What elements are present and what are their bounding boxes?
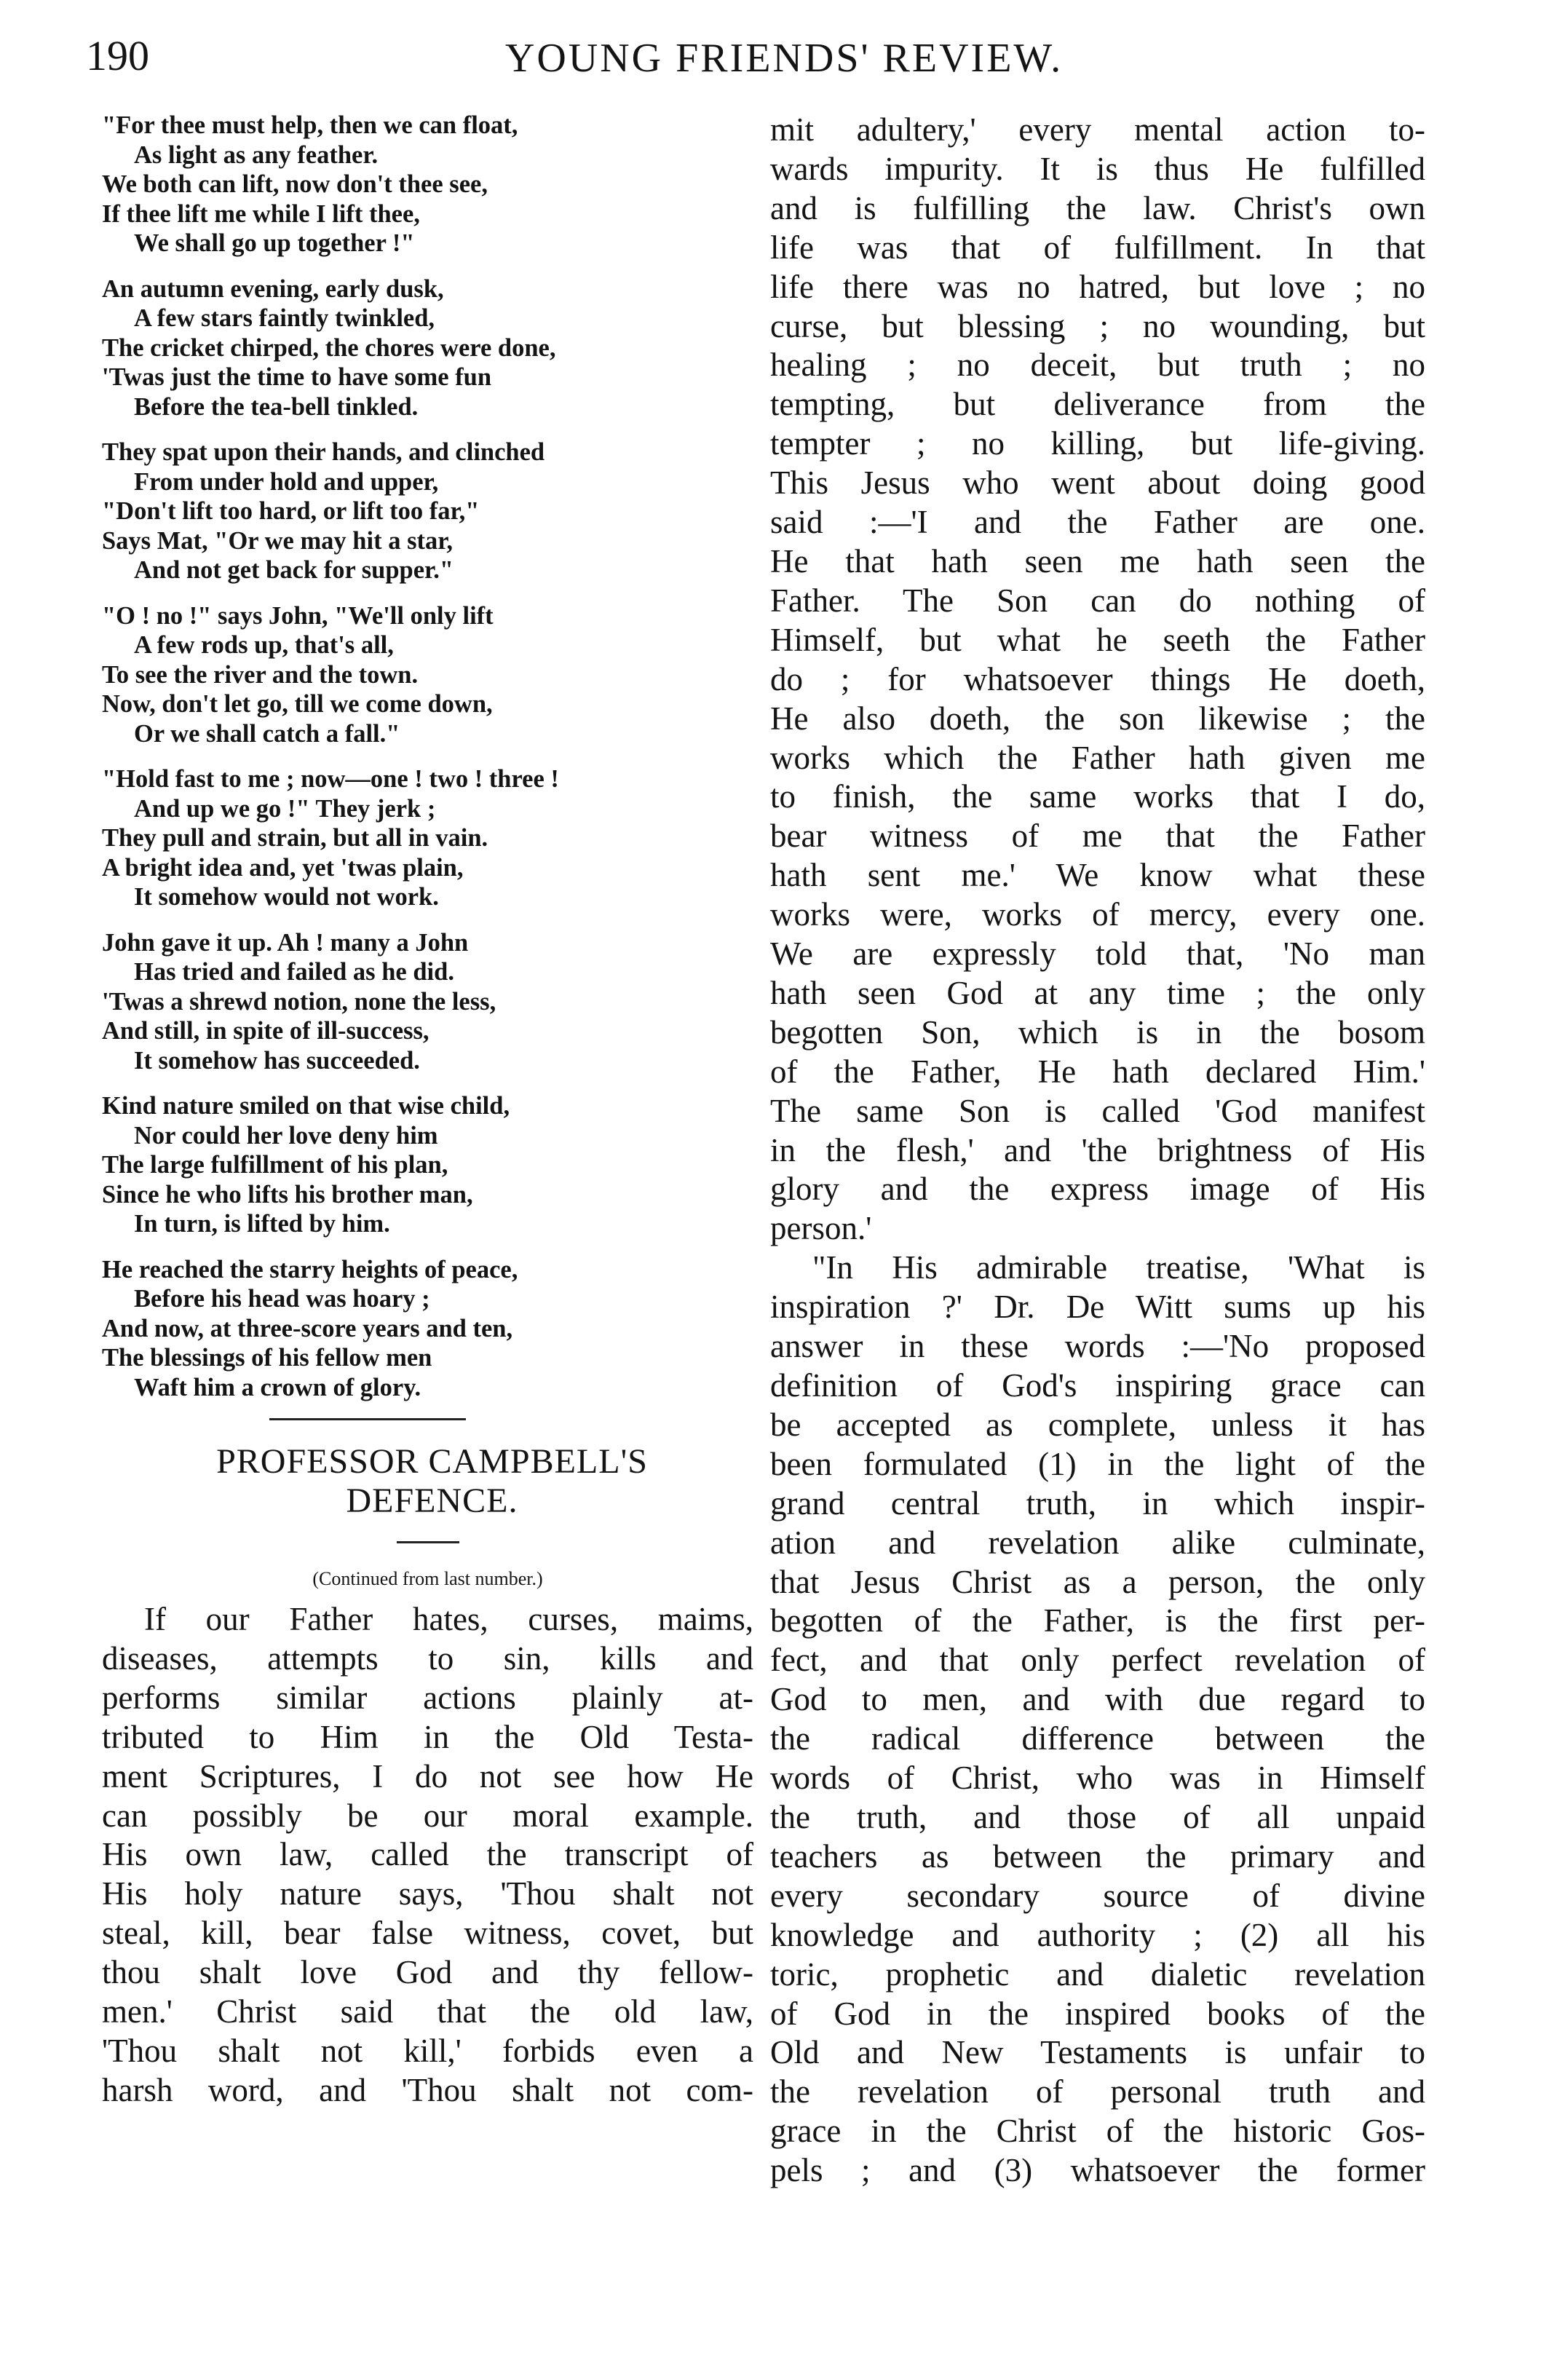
poem-line: "O ! no !" says John, "We'll only lift <box>102 601 494 630</box>
text-line: bear witness of me that the Father <box>770 818 1425 855</box>
text-line: grand central truth, in which inspir- <box>770 1484 1425 1522</box>
text-line: in the flesh,' and 'the brightness of His <box>770 1131 1425 1168</box>
poem-line: Kind nature smiled on that wise child, <box>102 1092 510 1120</box>
poem-line: Since he who lifts his brother man, <box>102 1180 473 1208</box>
text-line: Father. The Son can do nothing of <box>770 582 1425 619</box>
poem-line: A bright idea and, yet 'twas plain, <box>102 853 464 882</box>
poem-line: "For thee must help, then we can float, <box>102 111 518 139</box>
text-line: that Jesus Christ as a person, the only <box>770 1563 1425 1600</box>
poem-line: And up we go !" They jerk ; <box>134 794 436 823</box>
text-line: begotten of the Father, is the first per- <box>770 1602 1425 1639</box>
poem-line: Nor could her love deny him <box>134 1121 438 1150</box>
text-line: to finish, the same works that I do, <box>770 778 1425 815</box>
text-line: curse, but blessing ; no wounding, but <box>770 307 1425 344</box>
text-line: tributed to Him in the Old Testa- <box>102 1718 753 1755</box>
poem-line: Or we shall catch a fall." <box>134 719 400 748</box>
text-line: fect, and that only perfect revelation of <box>770 1642 1425 1679</box>
text-line: 'Thou shalt not kill,' forbids even a <box>102 2032 753 2069</box>
poem-line: As light as any feather. <box>134 141 379 169</box>
text-line: glory and the express image of His <box>770 1171 1425 1208</box>
poem-line: 'Twas a shrewd notion, none the less, <box>102 987 496 1016</box>
poem-stanza <box>102 274 753 422</box>
text-line: "In His admirable treatise, 'What is <box>812 1249 1425 1286</box>
text-line: life there was no hatred, but love ; no <box>770 268 1425 305</box>
continued-note: (Continued from last number.) <box>312 1568 543 1589</box>
poem-line: They spat upon their hands, and clinched <box>102 438 545 466</box>
text-line: definition of God's inspiring grace can <box>770 1367 1425 1404</box>
text-line: Himself, but what he seeth the Father <box>770 621 1425 658</box>
article-paragraph <box>770 1249 1425 2191</box>
text-line: words of Christ, who was in Himself <box>770 1760 1425 1797</box>
text-line: ment Scriptures, I do not see how He <box>102 1757 753 1795</box>
text-line: wards impurity. It is thus He fulfilled <box>770 150 1425 187</box>
poem-line: Waft him a crown of glory. <box>134 1373 421 1401</box>
poem-stanza <box>102 601 753 749</box>
poem-line: And still, in spite of ill-success, <box>102 1017 429 1045</box>
article-title-line: PROFESSOR CAMPBELL'S <box>216 1442 648 1481</box>
text-line: the truth, and those of all unpaid <box>770 1798 1425 1835</box>
title-rule <box>397 1541 459 1543</box>
poem-line: Before the tea-bell tinkled. <box>134 392 419 421</box>
text-line: the revelation of personal truth and <box>770 2073 1425 2110</box>
poem-line: He reached the starry heights of peace, <box>102 1255 518 1283</box>
text-line: life was that of fulfillment. In that <box>770 229 1425 266</box>
text-line: answer in these words :—'No proposed <box>770 1328 1425 1365</box>
page-number: 190 <box>86 32 149 79</box>
poem-line: The cricket chirped, the chores were done, <box>102 333 556 362</box>
poem-line: And not get back for supper." <box>134 556 454 584</box>
text-line: tempting, but deliverance from the <box>770 386 1425 423</box>
poem-line: A few stars faintly twinkled, <box>134 304 435 332</box>
poem-line: Now, don't let go, till we come down, <box>102 690 493 718</box>
poem <box>102 111 753 1402</box>
text-line: hath seen God at any time ; the only <box>770 974 1425 1011</box>
poem-stanza <box>102 928 753 1076</box>
text-line: every secondary source of divine <box>770 1877 1425 1914</box>
poem-line: If thee lift me while I lift thee, <box>102 199 420 228</box>
text-line: thou shalt love God and thy fellow- <box>102 1954 753 1991</box>
poem-line: An autumn evening, early dusk, <box>102 274 444 303</box>
text-line: and is fulfilling the law. Christ's own <box>770 189 1425 226</box>
text-line: tempter ; no killing, but life-giving. <box>770 425 1425 462</box>
poem-line: Before his head was hoary ; <box>134 1285 430 1313</box>
poem-line: The large fulfillment of his plan, <box>102 1151 448 1179</box>
poem-line: John gave it up. Ah ! many a John <box>102 928 469 957</box>
poem-line: Says Mat, "Or we may hit a star, <box>102 526 454 555</box>
poem-line: It somehow would not work. <box>134 883 439 911</box>
article-paragraph <box>770 111 1425 1249</box>
poem-line: A few rods up, that's all, <box>134 631 394 659</box>
article-title-line: DEFENCE. <box>346 1481 518 1520</box>
poem-line: It somehow has succeeded. <box>134 1046 420 1075</box>
text-line: the radical difference between the <box>770 1720 1425 1757</box>
poem-line: In turn, is lifted by him. <box>134 1210 390 1238</box>
poem-line: "Don't lift too hard, or lift too far," <box>102 497 480 525</box>
text-line: grace in the Christ of the historic Gos- <box>770 2113 1425 2150</box>
poem-end-rule <box>269 1418 466 1420</box>
text-line: This Jesus who went about doing good <box>770 464 1425 502</box>
text-line: teachers as between the primary and <box>770 1837 1425 1875</box>
article-title <box>111 1442 753 1521</box>
poem-line: "Hold fast to me ; now—one ! two ! three ! <box>102 765 559 793</box>
text-line: said :—'I and the Father are one. <box>770 504 1425 541</box>
text-line: begotten Son, which is in the bosom <box>770 1013 1425 1051</box>
poem-line: We shall go up together !" <box>134 229 415 257</box>
text-line: His own law, called the transcript of <box>102 1836 753 1873</box>
text-line: of God in the inspired books of the <box>770 1995 1425 2032</box>
text-line: pels ; and (3) whatsoever the former <box>770 2152 1425 2189</box>
text-line: hath sent me.' We know what these <box>770 857 1425 894</box>
text-line: mit adultery,' every mental action to- <box>770 111 1425 148</box>
text-line: We are expressly told that, 'No man <box>770 935 1425 973</box>
text-line: be accepted as complete, unless it has <box>770 1406 1425 1443</box>
text-line: person.' <box>770 1210 872 1247</box>
text-line: been formulated (1) in the light of the <box>770 1445 1425 1482</box>
text-line: works which the Father hath given me <box>770 739 1425 776</box>
text-line: men.' Christ said that the old law, <box>102 1993 753 2030</box>
poem-line: To see the river and the town. <box>102 660 419 689</box>
article-paragraph <box>102 1600 753 2110</box>
text-line: ation and revelation alike culminate, <box>770 1524 1425 1561</box>
poem-line: 'Twas just the time to have some fun <box>102 363 492 391</box>
text-line: harsh word, and 'Thou shalt not com- <box>102 2071 753 2108</box>
poem-line: We both can lift, now don't thee see, <box>102 170 488 198</box>
text-line: The same Son is called 'God manifest <box>770 1092 1425 1129</box>
poem-line: And now, at three-score years and ten, <box>102 1314 513 1342</box>
text-line: of the Father, He hath declared Him.' <box>770 1053 1425 1090</box>
poem-line: The blessings of his fellow men <box>102 1344 432 1372</box>
text-line: inspiration ?' Dr. De Witt sums up his <box>770 1289 1425 1326</box>
text-line: performs similar actions plainly at- <box>102 1679 753 1716</box>
text-line: knowledge and authority ; (2) all his <box>770 1916 1425 1953</box>
right-column <box>770 111 1425 2191</box>
poem-line: Has tried and failed as he did. <box>134 958 454 986</box>
text-line: Old and New Testaments is unfair to <box>770 2034 1425 2071</box>
poem-line: They pull and strain, but all in vain. <box>102 824 488 852</box>
text-line: works were, works of mercy, every one. <box>770 896 1425 933</box>
text-line: do ; for whatsoever things He doeth, <box>770 660 1425 697</box>
text-line: If our Father hates, curses, maims, <box>144 1601 753 1637</box>
running-head: YOUNG FRIENDS' REVIEW. <box>504 36 1064 81</box>
text-line: God to men, and with due regard to <box>770 1681 1425 1718</box>
poem-stanza <box>102 764 753 912</box>
poem-stanza <box>102 438 753 585</box>
text-line: He that hath seen me hath seen the <box>770 542 1425 579</box>
text-line: He also doeth, the son likewise ; the <box>770 700 1425 737</box>
left-column <box>102 111 753 2110</box>
poem-stanza <box>102 111 753 258</box>
text-line: can possibly be our moral example. <box>102 1797 753 1834</box>
text-line: steal, kill, bear false witness, covet, but <box>102 1915 753 1952</box>
text-line: His holy nature says, 'Thou shalt not <box>102 1875 753 1912</box>
poem-stanza <box>102 1091 753 1239</box>
text-line: toric, prophetic and dialetic revelation <box>770 1955 1425 1993</box>
poem-stanza <box>102 1255 753 1403</box>
text-line: diseases, attempts to sin, kills and <box>102 1639 753 1677</box>
text-line: healing ; no deceit, but truth ; no <box>770 347 1425 384</box>
poem-line: From under hold and upper, <box>134 467 439 496</box>
